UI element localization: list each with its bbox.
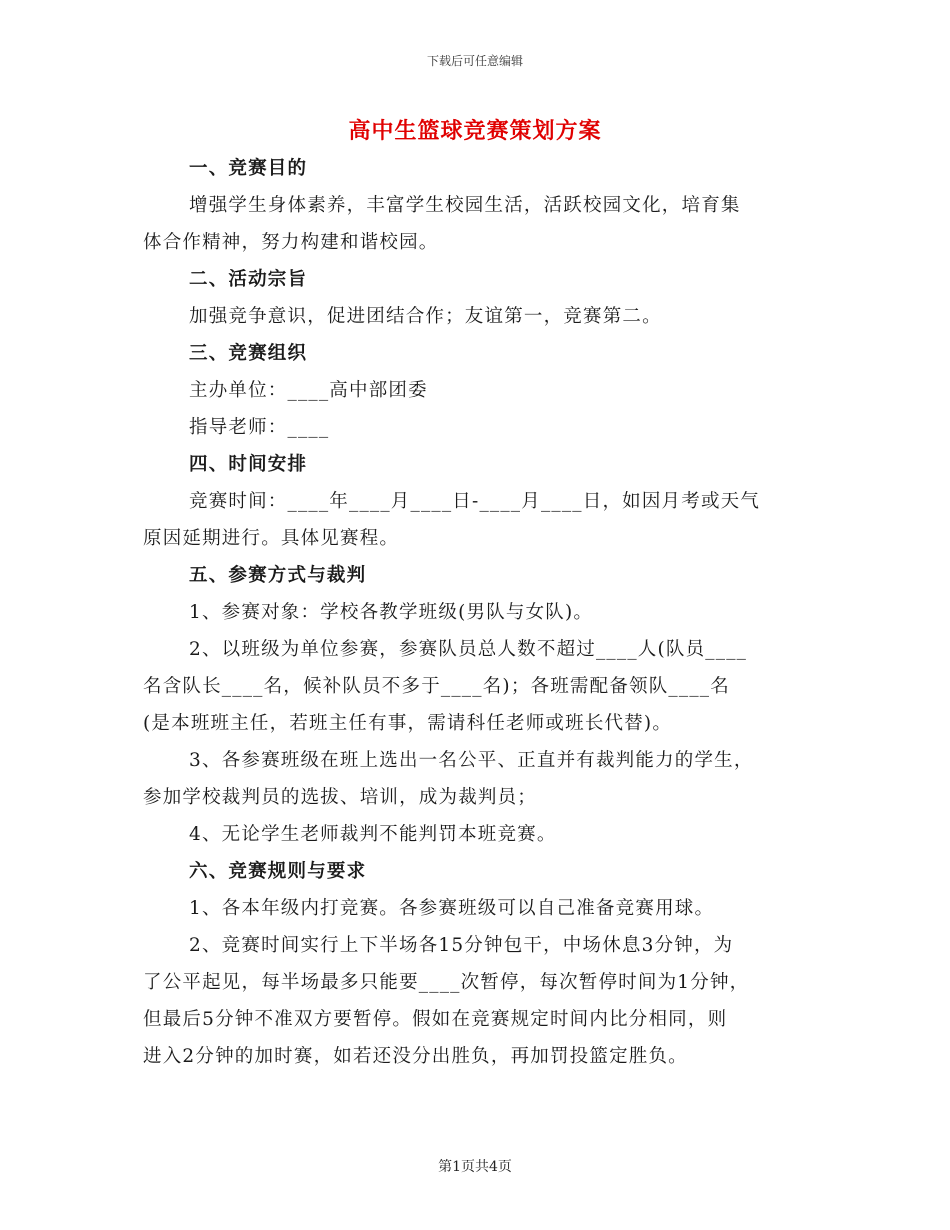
page-header: 下载后可任意编辑	[426, 54, 523, 68]
paragraph-line: 加强竞争意识，促进团结合作；友谊第一，竞赛第二。	[189, 306, 662, 327]
paragraph-line: 1、各本年级内打竞赛。各参赛班级可以自己准备竞赛用球。	[189, 898, 715, 919]
paragraph-line: 参加学校裁判员的选拔、培训，成为裁判员；	[143, 787, 538, 808]
paragraph-line: 增强学生身体素养，丰富学生校园生活，活跃校园文化，培育集	[189, 195, 741, 216]
paragraph-line: 进入2分钟的加时赛，如若还没分出胜负，再加罚投篮定胜负。	[143, 1046, 688, 1067]
section-heading-purpose: 一、竞赛目的	[189, 158, 308, 179]
section-heading-organization: 三、竞赛组织	[189, 343, 308, 364]
paragraph-line: 主办单位：____高中部团委	[189, 380, 428, 401]
paragraph-line: 名含队长____名，候补队员不多于____名)；各班需配备领队____名	[143, 676, 730, 697]
paragraph-line: 3、各参赛班级在班上选出一名公平、正直并有裁判能力的学生，	[189, 750, 754, 771]
paragraph-line: 2、以班级为单位参赛，参赛队员总人数不超过____人(队员____	[189, 639, 748, 660]
document-body	[143, 150, 808, 1075]
paragraph-line: 竞赛时间：____年____月____日-____月____日，如因月考或天气	[189, 491, 761, 512]
paragraph-line: 原因延期进行。具体见赛程。	[143, 528, 400, 549]
paragraph-line: 2、竞赛时间实行上下半场各15分钟包干，中场休息3分钟，为	[189, 935, 734, 956]
section-heading-schedule: 四、时间安排	[189, 454, 308, 475]
paragraph-line: (是本班班主任，若班主任有事，需请科任老师或班长代替)。	[143, 713, 673, 734]
section-heading-participation: 五、参赛方式与裁判	[189, 565, 367, 586]
paragraph-line: 1、参赛对象：学校各教学班级(男队与女队)。	[189, 602, 594, 623]
paragraph-line: 了公平起见，每半场最多只能要____次暂停，每次暂停时间为1分钟，	[143, 972, 750, 993]
page-number: 第1页共4页	[438, 1159, 512, 1175]
paragraph-line: 体合作精神，努力构建和谐校园。	[143, 232, 439, 253]
document-title: 高中生篮球竞赛策划方案	[348, 118, 602, 144]
section-heading-aim: 二、活动宗旨	[189, 269, 308, 290]
paragraph-line: 4、无论学生老师裁判不能判罚本班竞赛。	[189, 824, 557, 845]
section-heading-rules: 六、竞赛规则与要求	[189, 861, 367, 882]
paragraph-line: 指导老师：____	[189, 417, 330, 438]
paragraph-line: 但最后5分钟不准双方要暂停。假如在竞赛规定时间内比分相同，则	[143, 1009, 728, 1030]
